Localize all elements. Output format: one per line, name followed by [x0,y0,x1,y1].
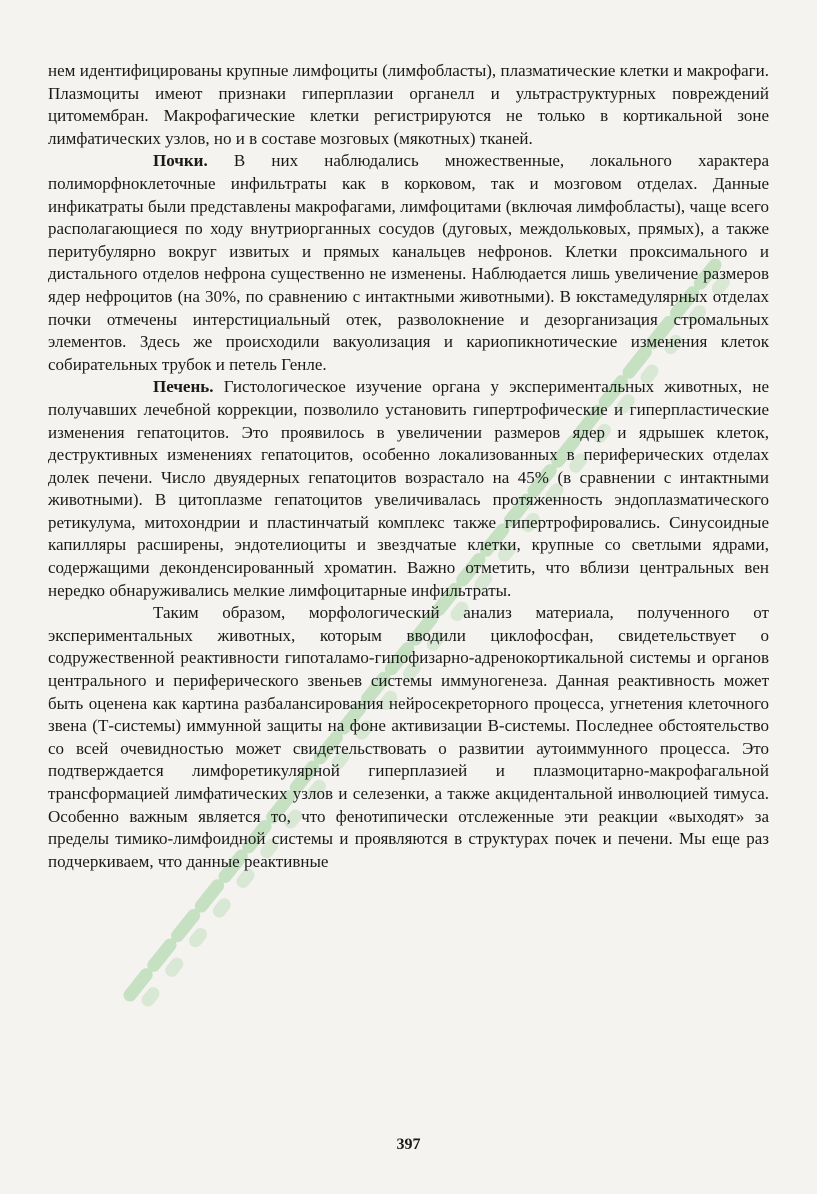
paragraph-text: Таким образом, морфологический анализ материала, полученного от экспериментальных животных, которым вводили циклофосфан, свидетельствует о содружественной реактивности гипоталамо-гипофизарно-адренокортикальной системы и органов центрального и периферического звеньев системы иммуногенеза. Данная реактивность может быть оценена как картина разбалансирования нейросекреторного процесса, угнетения клеточного звена (Т-системы) иммунной защиты на фоне активизации В-системы. Последнее обстоятельство со всей очевидностью может свидетельствовать о развитии аутоиммунного процесса. Это подтверждается лимфоретикулярной гиперплазией и плазмоцитарно-макрофагальной трансформацией лимфатических узлов и селезенки, а также акцидентальной инволюцией тимуса. Особенно важным является то, что фенотипически отслеженные эти реакции «выходят» за пределы тимико-лимфоидной системы и проявляются в структурах почек и печени. Мы еще раз подчеркиваем, что данные реактивные [48,603,769,871]
section-heading-liver: Печень. [153,377,214,397]
section-heading-kidneys: Почки. [153,151,208,171]
document-page [48,60,769,873]
paragraph-continuation [48,60,769,150]
paragraph-text: нем идентифицированы крупные лимфоциты (лимфобласты), плазматические клетки и макрофаги. Плазмоциты имеют признаки гиперплазии органелл и ультраструктурных повреждений цитомембран. Макрофагические клетки регистрируются не только в кортикальной зоне лимфатических узлов, но и в составе мозговых (мякотных) тканей. [48,61,769,148]
paragraph-liver [48,376,769,602]
paragraph-text: В них наблюдались множественные, локального характера полиморфноклеточные инфильтраты как в корковом, так и мозговом отделах. Данные инфикатраты были представлены макрофагами, лимфоцитами (включая лимфобласты), чаще всего располагающиеся по ходу внутриорганных сосудов (дуговых, междольковых, прямых), а также перитубулярно вокруг извитых и прямых канальцев нефронов. Клетки проксимального и дистального отделов нефрона существенно не изменены. Наблюдается лишь увеличение размеров ядер нефроцитов (на 30%, по сравнению с интактными животными). В юкстамедулярных отделах почки отмечены интерстициальный отек, разволокнение и дезорганизация стромальных элементов. Здесь же происходили вакуолизация и кариопикнотические изменения клеток собирательных трубок и петель Генле. [48,151,769,374]
paragraph-kidneys [48,150,769,376]
paragraph-conclusion [48,602,769,873]
page-number: 397 [396,1136,421,1153]
paragraph-text: Гистологическое изучение органа у экспериментальных животных, не получавших лечебной коррекции, позволило установить гипертрофические и гиперпластические изменения гепатоцитов. Это проявилось в увеличении размеров ядер и ядрышек клеток, деструктивных изменениях гепатоцитов, особенно локализованных в периферических отделах долек печени. Число двуядерных гепатоцитов возрастало на 45% (в сравнении с интактными животными). В цитоплазме гепатоцитов увеличивалась протяженность эндоплазматического ретикулума, митохондрии и пластинчатый комплекс также гипертрофировались. Синусоидные капилляры расширены, эндотелиоциты и звездчатые клетки, крупные со светлыми ядрами, содержащими деконденсированный хроматин. Важно отметить, что вблизи центральных вен нередко обнаруживались мелкие лимфоцитарные инфильтраты. [48,377,769,600]
